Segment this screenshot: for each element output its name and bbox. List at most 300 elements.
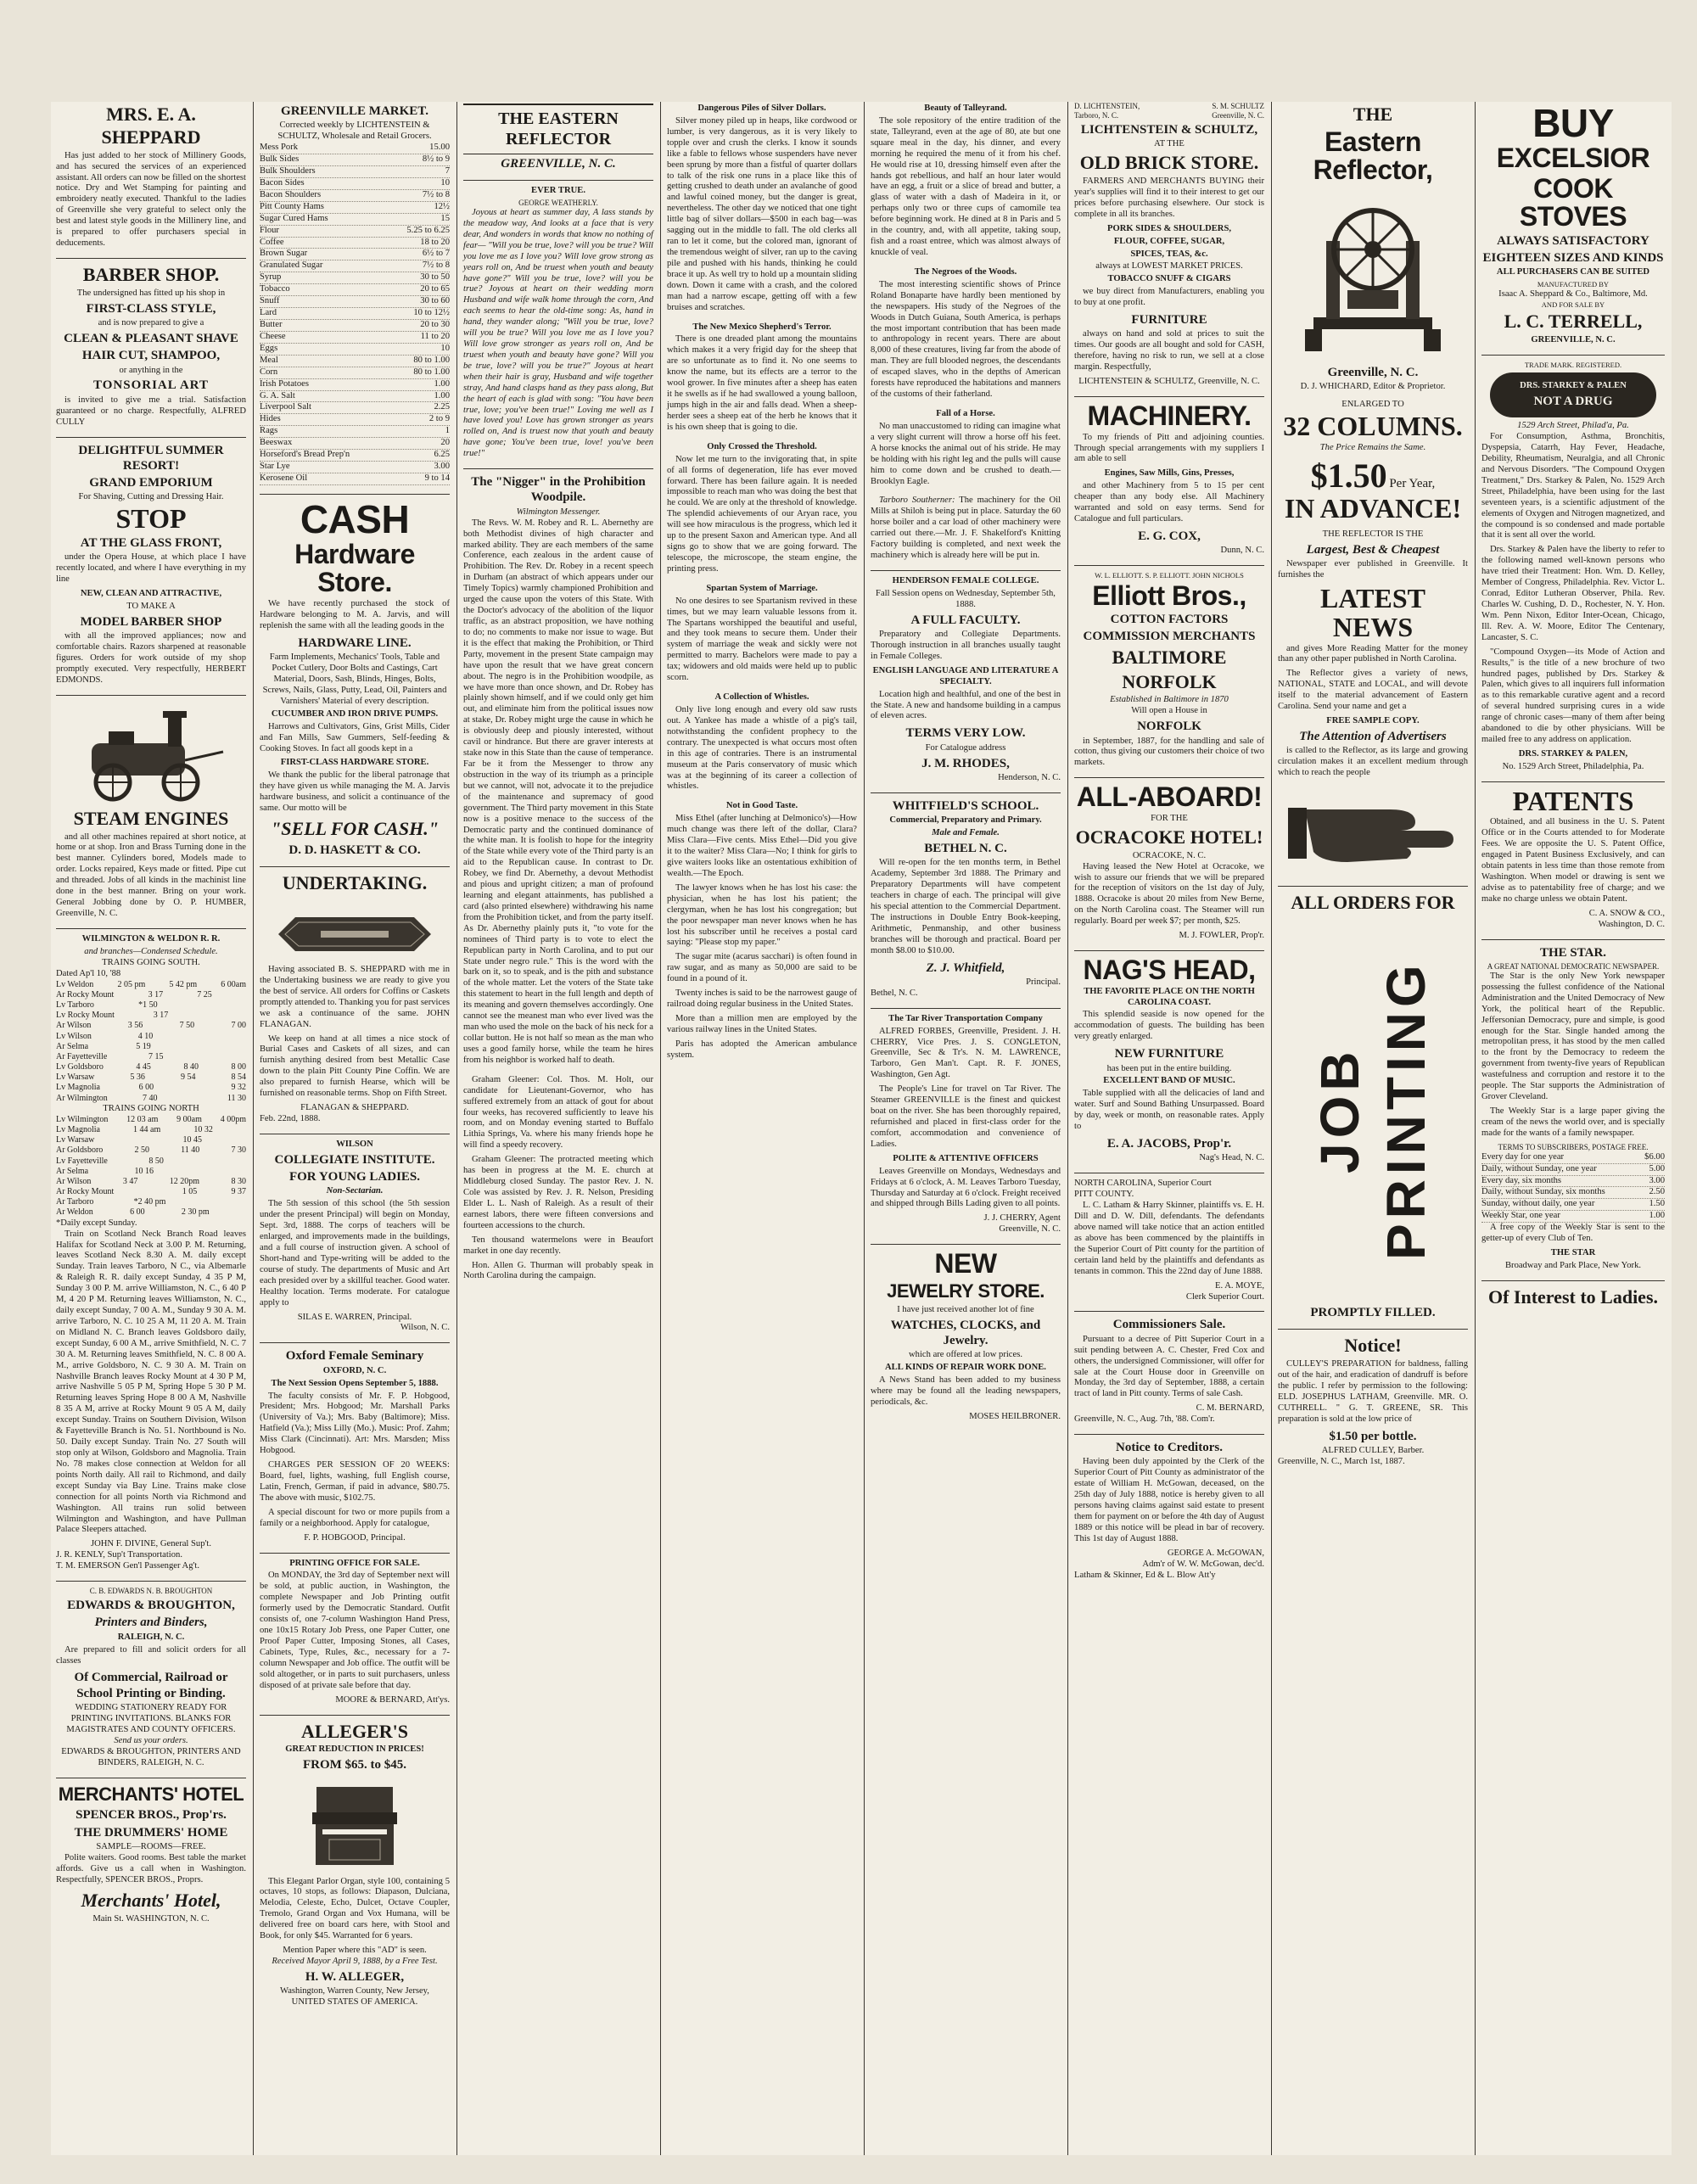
price-row-cell: Hides [260, 414, 281, 424]
heilbroner: MOSES HEILBRONER. [969, 1411, 1061, 1421]
ls-pork: PORK SIDES & SHOULDERS, [1107, 223, 1231, 233]
snow-loc: Washington, D. C. [1598, 919, 1665, 929]
machinery-body-2: and other Machinery from 5 to 15 per cent cheaper than any body else. All Machinery warranted and sold on easy terms. Send for Catalogue and full particulars. [1074, 481, 1264, 524]
rr-row [56, 1094, 246, 1104]
rr-row-cell: 4 10 [137, 1031, 154, 1041]
terrell-loc: GREENVILLE, N. C. [1531, 334, 1616, 344]
henderson-body-2: Location high and healthful, and one of the best in the State. A new and handsome building in a campus of eleven acres. [871, 689, 1061, 721]
price-list [260, 143, 450, 485]
reflector-title: Eastern Reflector, [1313, 126, 1433, 186]
price-row [260, 284, 450, 296]
new-title: NEW [934, 1248, 997, 1280]
rr-row-cell: 5 36 [130, 1072, 145, 1083]
rr-row [56, 1021, 246, 1031]
price-row-cell: Granulated Sugar [260, 260, 323, 271]
star-rate-row-cell: 3.00 [1649, 1175, 1665, 1185]
reflector-city: Greenville, N. C. [1327, 366, 1419, 380]
gleener-1: Graham Gleener: Col. Thos. M. Holt, our candidate for Lieutenant-Governor, who has suffered extremely from an attack of gout for about four weeks, has recovered sufficiently to leave his room, and on Monday evening started to Buffalo Lithia Springs, Va. where his many friends hope he will find a speedy recovery. [463, 1074, 653, 1151]
star-free: A free copy of the Weekly Star is sent to the getter-up of every Club of Ten. [1481, 1223, 1665, 1244]
price-row [260, 178, 450, 190]
star-rate-row-cell: $6.00 [1644, 1151, 1665, 1162]
moore: MOORE & BERNARD, Att'ys. [335, 1694, 450, 1705]
hotel-line-3: Merchants' Hotel, [81, 1889, 221, 1911]
price-row [260, 414, 450, 426]
rr-row-cell: 2 05 pm [117, 979, 146, 989]
star-rate-row-cell: Every day for one year [1481, 1151, 1565, 1162]
whistle-body: Only live long enough and every old saw rusts out. A Yankee has made a whistle of a pig's tail, notwithstanding the confident prophecy to the contrary. The unexpected is what occurs most often in this age of contraries. There is an instrumental museum at the Paris conservatory of music which was at the beginning of its career a collection of whistles. [667, 705, 857, 792]
whitfield-name: Z. J. Whitfield, [926, 960, 1005, 975]
nigger-body: The Revs. W. M. Robey and R. L. Abernethy are both Methodist divines of high character and marked ability. They are each members of the same Conference, each zealous in the ardent cause of Prohibition. The Rev. Dr. Robey in a recent speech in Durham (an abstract of which appears under our Timely Topics) warmly championed Prohibition and urged the cause upon the voters of this State. With the Doctor's advocacy of the abolition of the liquor traffic, as an abstract proposition, we have nothing to do; no comments to make nor issue to wage. But it is the effect that making the Prohibition, or Third Party, movement in the present State campaign may have upon the result that we have great concern about. The negro is in the Prohibition woodpile, as we have more than once shown, and Dr. Robey has plainly shown himself, and if we could only get him out, and eliminate him from the political issues now at stake, Dr. Robey might urge the cause in which he is obviously deep and piously interested, without cavil or hindrance. But there are graver interests at stake now in this State than the cause of temperance. Far be it from the Messenger to throw any obstruction in the way of its triumph as a principle but we cannot, will not, advocate it to the prejudice of the maintenance and supremacy of good government. The Third party movement in this State now is a positive menace to the success of the Democratic party and the continued dominance of the white man. It is foolish to hope for the integrity of the State while every vote of the Third party is an aid to the Republican cause. In contrast to Dr. Robey, we find Dr. Abernethy, a devout Methodist and pious and upright citizen; a man of profound learning and elegant attainments, has published a card (also printed elsewhere) withdrawing his name from the Prohibition ticket, and from the party itself. As Dr. Abernethy plainly puts it, "to vote for the nominees of Third party is to vote to elect the Republican party in North Carolina, and to put our State under negro rule." This is the word with the bark on it, so to speak, and is the pith and substance of the whole matter. Let the voters of the State take this statement to heart in the full length and depth of its meaning and govern themselves accordingly. One cannot see the meanest man who ever lived was the man who used the mole on the back of his neck for a collar button. He is not half so mean as the man who uses a good family horse, while the team he hires from his neighbor is worked half to death. [463, 518, 653, 1065]
rr-row-cell: 10 45 [182, 1135, 202, 1145]
first-body: We thank the public for the liberal patronage that they have given us while managing the M. A. Jarvis hardware business, and solicit a continuance of the same. Our motto will be [260, 770, 450, 814]
alleger-name: H. W. ALLEGER, [305, 1969, 405, 1984]
lawyer-body: The lawyer knows when he has lost his case: the physician, when he has lost his patient; the clergyman, when he has lost his congregation; but the poor newspaper man never knows when he has lost his subscriber until he receives a postal card saying: "Please stop my paper." [667, 882, 857, 948]
price-row [260, 154, 450, 166]
jacobs-loc: Nag's Head, N. C. [1199, 1153, 1264, 1163]
mcgowan: GEORGE A. McGOWAN, [1167, 1548, 1264, 1558]
price-row-cell: Liverpool Salt [260, 402, 311, 412]
notice-body: Having been duly appointed by the Clerk of the Superior Court of Pitt County as administrator of the estate of William H. McGowan, deceased, on the 25th day of July 1888, notice is hereby given to all persons having claims against said estate to present them for payment on or before the 4th day of August 1889 or this notice will be plead in bar of recovery. This 1st day of August 1888. [1074, 1457, 1264, 1543]
price-row [260, 473, 450, 485]
rr-row-cell: Ar Rocky Mount [56, 989, 115, 1000]
price-row-cell: Star Lye [260, 462, 290, 472]
notgood-title: Not in Good Taste. [725, 801, 798, 811]
price-row-cell: Bulk Sides [260, 154, 300, 165]
rr-row-cell: 1 05 [182, 1187, 198, 1197]
emporium-title: GRAND EMPORIUM [89, 476, 213, 490]
star-body-2: The Weekly Star is a large paper giving the cream of the news the world over, and is specially made for the wants of a family newspaper. [1481, 1106, 1665, 1138]
snow: C. A. SNOW & CO., [1588, 908, 1665, 918]
rr-row-cell: Lv Goldsboro [56, 1062, 104, 1072]
rr-row-cell: Ar Wilson [56, 1176, 92, 1186]
paris-body: Paris has adopted the American ambulance system. [667, 1039, 857, 1060]
price-row-cell: Tobacco [260, 284, 290, 294]
price-row-cell: Snuff [260, 296, 280, 306]
starkey-body-2: Drs. Starkey & Palen have the liberty to refer to the following named well-known persons who have tried their Treatment: Hon. Wm. D. Kelley, Member of Congress, Philadelphia. Rev. Victor L. Conrad, Editor Lutheran Observer, Phila. Rev. Charles W. Cushing, D. D., Rochester, N. Y. Hon. Wm. Penn Nixon, Editor Inter-Ocean, Chicago, Ill. Rev. A. W. Moore, Editor The Centenary, Lancaster, S. C. [1481, 545, 1665, 642]
price-row-cell: 80 to 1.00 [413, 355, 450, 365]
crossed-body: Now let me turn to the invigorating that, in spite of all forms of degeneration, life has ever moved forward. There has been failure again. It is needed impossible to reach man who was doing the best that he could. We are only at the threshold of knowledge. The splendid achievements of our Aryan race, you will see how miraculous is the progress, which led it up to the present Saxon and American type. And all signs go to show that we are going forward. The telescope, the microscope, the steam engine, the printing press. [667, 454, 857, 574]
furniture-title: FURNITURE [1131, 313, 1207, 328]
column-rule [253, 102, 254, 2155]
polite: POLITE & ATTENTIVE OFFICERS [893, 1153, 1039, 1163]
rr-row [56, 1072, 246, 1083]
rr-row-cell: 7 00 [231, 1021, 246, 1031]
sheppard-body: Has just added to her stock of Millinery Goods, and has secured the services of an experienced assistant. All orders can now be filled on the shortest notice. Dry and Wet Stamping for painting and embroidery neatly executed. Thankful to the ladies of Greenville she very grateful to select only the best and latest style goods in the Millinery line, and is prepared to offer purchasers special in deducements. [56, 150, 246, 249]
price-row [260, 308, 450, 320]
elliott-open: Will open a House in [1131, 706, 1207, 716]
rose-body: No man unaccustomed to riding can imagine what a very slight current will throw a horse off his feet. A horse knocks the animal out of his stride. He may be holding with his right leg and the pulls will cause him to come down and be crushed to death.—Brooklyn Eagle. [871, 421, 1061, 486]
price-row-cell: 7 [445, 165, 450, 176]
star-addr-2: Broadway and Park Place, New York. [1504, 1261, 1642, 1271]
price-row-cell: 3.00 [434, 462, 450, 472]
ls-name-right: S. M. SCHULTZ [1212, 102, 1264, 110]
machinery-title: MACHINERY. [1087, 400, 1252, 432]
rr-row-cell: *1 50 [138, 1000, 158, 1010]
star-rate-row [1481, 1211, 1665, 1223]
rr-row-cell: Ar Tarboro [56, 1197, 94, 1207]
advertisers: The Attention of Advertisers [1299, 729, 1447, 743]
price-row [260, 166, 450, 178]
rr-row-cell: 8 30 [231, 1176, 246, 1186]
columns: 32 COLUMNS. [1283, 411, 1463, 442]
star-rate-row [1481, 1164, 1665, 1176]
steam-engine-illustration [66, 701, 236, 803]
bernard-loc: Greenville, N. C., Aug. 7th, '88. Com'r. [1074, 1414, 1215, 1425]
negroes-title: The Negroes of the Woods. [914, 266, 1017, 277]
star-rate-row-cell: Daily, without Sunday, six months [1481, 1187, 1605, 1197]
all-orders: ALL ORDERS FOR [1291, 892, 1455, 914]
price-row-cell: Mess Pork [260, 143, 299, 153]
rr-row-cell: Lv Magnolia [56, 1124, 100, 1134]
cook: COOK STOVES [1519, 172, 1627, 232]
eb-line-1: Of Commercial, Railroad or School Printing or Binding. [74, 1671, 228, 1700]
aboard: ALL-ABOARD! [1076, 781, 1263, 813]
ls-at: AT THE [1154, 139, 1185, 149]
printing-press-illustration [1288, 190, 1458, 360]
barber-line-3: CLEAN & PLEASANT SHAVE [64, 331, 238, 345]
masthead: THE EASTERN REFLECTOR [463, 104, 653, 154]
ocracoke-title: OCRACOKE HOTEL! [1075, 826, 1263, 848]
price-row-cell: Coffee [260, 237, 284, 247]
warren: SILAS E. WARREN, Principal. [297, 1312, 412, 1322]
rr-row-cell: 7 25 [197, 989, 212, 1000]
rr-row-cell: *2 40 pm [133, 1197, 166, 1207]
price-row-cell: 5.25 to 6.25 [406, 225, 450, 235]
price-row-cell: 11 to 20 [420, 331, 450, 341]
barber-body: The undersigned has fitted up his shop in [76, 288, 226, 298]
price: $1.50 [1310, 456, 1387, 495]
rr-row-cell: Lv Warsaw [56, 1135, 95, 1145]
eb-line-2: WEDDING STATIONERY READY FOR PRINTING INVITATIONS. BLANKS FOR MAGISTRATES AND COUNTY OFFICERS. [66, 1703, 236, 1734]
price-row-cell: Eggs [260, 343, 278, 353]
poem-body: Joyous at heart as summer day, A lass stands by the meadow way, And looks at a face that is very dear, And wonders in words that know no nothing of fear— "Will you be true, love? will you be true? Will you love me as I love you? Will love grow strong as years roll on, And be truest when youth and beauty have gone?" Will you be true, love? will you be true? Joyous at heart on their wedding morn Husband and wife walk home through the corn, And each seems to hear the old-time song: As, hand in hand, they wander along; "Will you be true, love? will you be true? Will you love me as I love you? Will love grow stronger as years roll on, And be truest when youth and beauty have gone? Will you be true, love? will you be true?" Joyous at heart when their hair is gray, Husband and wife together stray, And hand clasps hand as they pass along, But the heart of each is glad with song: "You have been true, love; you've been true!" Loving me well as I have loved you! Love has grown stronger as years rolled on, And is truest now that youth and beauty have gone; You've been true, love! you've been true!" [463, 207, 653, 459]
to-make: TO MAKE A [126, 601, 176, 611]
price-row-cell: Beeswax [260, 438, 293, 448]
rr-daily: *Daily except Sunday. [56, 1218, 137, 1228]
price-row-cell: 10 to 12½ [413, 308, 450, 318]
price-row-cell: 6½ to 7 [422, 249, 450, 259]
star-rate-row-cell: 1.50 [1649, 1199, 1665, 1209]
rr-row-cell: 6 00 [138, 1083, 154, 1093]
rhodes-loc: Henderson, N. C. [998, 772, 1061, 782]
eb-line-3: Send us your orders. [114, 1735, 188, 1745]
henderson-eng: ENGLISH LANGUAGE AND LITERATURE A SPECIALTY. [872, 665, 1059, 686]
nm-body: There is one dreaded plant among the mountains which makes it a very frigid day for the sheep that are so unfortunate as to find it. No one seems to know the name, but its effects are a terror to the wool grower. In five minutes after a sheep has eaten it he swells as if he had swallowed a young balloon, jumps high in the air and falls dead. When a sheep-herder sees a sheep eat of the herb he knows that it is his own sheep that is going to die. [667, 334, 857, 432]
column-1 [51, 102, 251, 2155]
printing-title: PRINTING OFFICE FOR SALE. [289, 1558, 420, 1568]
jewelry-body: I have just received another lot of fine [897, 1304, 1034, 1314]
rr-row [56, 1000, 246, 1011]
court-county: PITT COUNTY. [1074, 1190, 1134, 1200]
ls-title: LICHTENSTEIN & SCHULTZ, [1080, 122, 1258, 137]
culley-price: $1.50 per bottle. [1329, 1429, 1417, 1443]
hardware-line: HARDWARE LINE. [298, 636, 412, 650]
price-row-cell: 7½ to 8 [422, 260, 450, 271]
price-row [260, 296, 450, 308]
price-row-cell: 18 to 20 [420, 237, 450, 247]
ls-loc-left: Tarboro, N. C. [1074, 110, 1119, 120]
tar-body: The People's Line for travel on Tar River. The Steamer GREENVILLE is the finest and quickest boat on the river. She has been thoroughly repaired, refurnished and placed in first-class order for the comfort, accommodation and convenience of Ladies. [871, 1084, 1061, 1149]
rr-title: WILMINGTON & WELDON R. R. [81, 933, 221, 944]
glass-title: AT THE GLASS FRONT, [80, 535, 222, 550]
rr-row-cell: 4 00pm [220, 1114, 246, 1124]
cherry: J. J. CHERRY, Agent [983, 1213, 1061, 1224]
rr-row-cell: Ar Goldsboro [56, 1145, 104, 1156]
rr-row-cell: 8 50 [148, 1156, 164, 1166]
rr-row-cell: 9 00am [176, 1114, 202, 1124]
culley-sig: ALFRED CULLEY, Barber. [1321, 1445, 1425, 1455]
nags-body-2: has been put in the entire building. [1106, 1063, 1232, 1073]
buy: BUY [1532, 102, 1614, 145]
price-row-cell: 2.25 [434, 402, 450, 412]
starkey-logo-name: DRS. STARKEY & PALEN [1520, 381, 1627, 391]
undertaking-title: UNDERTAKING. [282, 872, 428, 894]
rr-row-cell: Ar Selma [56, 1166, 89, 1176]
non-sect: Non-Sectarian. [326, 1186, 384, 1196]
whitfield-sub-2: Male and Female. [932, 828, 1000, 838]
ls-lowest: always at LOWEST MARKET PRICES. [1095, 261, 1243, 272]
price-row [260, 214, 450, 226]
whichard: D. J. WHICHARD, Editor & Proprietor. [1300, 382, 1446, 392]
rr-north-table [56, 1115, 246, 1218]
rr-row [56, 1145, 246, 1156]
danger-body: Silver money piled up in heaps, like cordwood or lumber, is very dangerous, as it is very likely to topple over and crush the clerks. I know it sounds like a fable to fellows whose suspenders have never been sprung by more than a fistful of quarter dollars to talk of the risk one runs in a place like this of getting crushed to death under an avalanche of good and lawful coined money, but the danger is great, nevertheless. The other day we noticed that one tight little bag of silver dollars—$500 in each bag—was sagging out in the middle to fall. The old clerks all ran to let it come, but the colored man, ignorant of the tremendous weight of silver, ran up to the caving pile and pushed with his hands, thinking he could brace it up. As well try to hold up a mountain sliding down. Down it came with a crash, and the colored man had a narrow escape, getting off with a few bruises and scratches. [667, 115, 857, 312]
rr-row-cell: Lv Wilmington [56, 1114, 109, 1124]
cucumber-body: Harrows and Cultivators, Gins, Grist Mills, Cider and Fan Mills, Saw Gummers, Self-feeding & Cooking Stoves. In fact all goods kept in a [260, 721, 450, 753]
rr-gen-supt: JOHN F. DIVINE, General Sup't. [91, 1539, 211, 1549]
star-rate-row-cell: Weekly Star, one year [1481, 1211, 1560, 1221]
star-sub: A GREAT NATIONAL DEMOCRATIC NEWSPAPER. [1487, 961, 1660, 971]
eb-sub: Printers and Binders, [94, 1616, 208, 1630]
rr-row-cell: 11 40 [181, 1145, 200, 1156]
advance: IN ADVANCE! [1284, 492, 1462, 524]
stop-title: STOP [115, 503, 187, 535]
price-row-cell: Bacon Sides [260, 177, 305, 188]
promptly: PROMPTLY FILLED. [1310, 1305, 1436, 1319]
largest-2: Largest, Best & Cheapest [1306, 543, 1440, 557]
fowler: M. J. FOWLER, Prop'r. [1179, 931, 1264, 941]
jewelry-body-2: which are offered at low prices. [909, 1350, 1022, 1360]
price-row-cell: Butter [260, 319, 283, 329]
price-row [260, 356, 450, 367]
alleger-mention: Mention Paper where this "AD" is seen. [283, 1946, 427, 1956]
whitfield-body: Will re-open for the ten months term, in Bethel Academy, September 3rd 1888. The Primary and Preparatory Departments will have competent teachers in charge of each. The principal will give his special attention to the Commercial Department. The instructions in Double Entry Book-keeping, Arithmetic, Penmanship, and other business branches will be thorough and practical. Board per month $8.00 to $10.00. [871, 858, 1061, 955]
oxford-title: Oxford Female Seminary [285, 1349, 424, 1364]
new-clean: NEW, CLEAN AND ATTRACTIVE, [80, 588, 222, 598]
model-barber: MODEL BARBER SHOP [80, 614, 222, 629]
price-row [260, 450, 450, 462]
model-body: with all the improved appliances; now and comfortable chairs. Razors sharpened at reasonable figures. Orders for work outside of my shop promptly executed. Very respectfully, HERBERT EDMONDS. [56, 631, 246, 685]
tar-officers: ALFRED FORBES, Greenville, President. J. H. CHERRY, Vice Pres. J. S. CONGLETON, Greenville, Sec & Tr's. N. M. LAWRENCE, Tarboro, Gen Man't. Capt. R. F. JONES, Washington, Gen Agt. [871, 1026, 1061, 1080]
rr-body: Train on Scotland Neck Branch Road leaves Halifax for Scotland Neck at 3.00 P. M. Returning, leaves Scotland Neck 8.30 A. M. daily except Sunday. Train leaves Tarboro, N C., via Albemarle & Raleigh R. R. daily except Sunday, 4 35 P M, Sunday 3 00 P. M. arrive Williamston, N. C., 6 40 P M, 4 20 P M. Returning leaves Williamston, N. C., daily except Sunday, 7 00 A. M., Sunday 9 30 A. M. arrive Tarboro, N. C. 10 25 A M, 11 20 A. M. Train on Midland N. C. Branch leaves Goldsboro daily, except Sunday, 6 00 A M., arrive Smithfield, N. C. 7 30 A. M. Returning leaves Smithfield, N. C. 8 00 A. M., arrive Goldsboro, N. C. 9 30 A. M. Train on Nashville Branch leaves Rocky Mount at 4 30 P M, arrive Nashville 5 05 P M, Spring Hope 5 30 P M. Returning leaves Spring Hope 8 00 A M, Nashville 8 35 A M, arrive at Rocky Mount 9 05 A M, daily except Sunday. Trains on Southern Division, Wilson & Fayetteville Branch is No. 51. Northbound is No. 50. Daily except Sunday. Train No. 27 South will stop only at Wilson, Goldsboro and Magnolia. Train No. 78 makes close connection at Weldon for all points North daily. All rail to Richmond, and daily except Sunday via Bay Line. Trains make close connection for all points North via Richmond and Washington. All trains run solid between Wilmington and Washington, and have Pullman Palace Sleepers attached. [56, 1229, 246, 1535]
starkey-sig: DRS. STARKEY & PALEN, [1518, 749, 1628, 759]
oxford-charges: CHARGES PER SESSION OF 20 WEEKS: Board, fuel, lights, washing, full English course, Latin, French, German, if paid in advance, $80.75. The above with music, $102.75. [260, 1460, 450, 1503]
price-row [260, 226, 450, 238]
culley-date: Greenville, N. C., March 1st, 1887. [1278, 1456, 1405, 1466]
spartan-body: No one desires to see Spartanism revived in these times, but we may learn valuable lessons from it. The Spartans worshipped the beautiful and useful, and they took means to secure them. Under their system of marriage the weak and sickly were not permitted to marry. Bachelors were made to pay a tax; widowers and old maids were held up to public scorn. [667, 596, 857, 683]
price-row [260, 249, 450, 260]
rr-row-cell: 5 19 [136, 1041, 151, 1051]
the: THE [1353, 104, 1393, 125]
alleger-from: FROM $65. to $45. [302, 1758, 407, 1772]
elliott-body: in September, 1887, for the handling and sale of cotton, thus giving our customers their choice of two markets. [1074, 736, 1264, 768]
column-8 [1476, 102, 1670, 2155]
market-sub: Corrected weekly by LICHTENSTEIN & SCHULTZ, Wholesale and Retail Grocers. [277, 120, 432, 142]
culley-notice-title: Notice! [1344, 1335, 1402, 1357]
rr-row [56, 1032, 246, 1042]
eighteen: EIGHTEEN SIZES AND KINDS [1482, 251, 1664, 266]
barber-line-5: or anything in the [119, 365, 183, 375]
oxford-body-2: A special discount for two or more pupils from a family or a neighborhood. Apply for catalogue, [260, 1507, 450, 1528]
rr-row-cell: Lv Fayetteville [56, 1156, 108, 1166]
moye-role: Clerk Superior Court. [1185, 1291, 1264, 1302]
excelsior: EXCELSIOR [1496, 143, 1650, 173]
rr-row-cell: 7 40 [142, 1093, 158, 1103]
nigger-title: The "Nigger" in the Prohibition Woodpile. [471, 475, 646, 505]
cotton: COTTON FACTORS [1110, 613, 1229, 627]
ls-tobacco: TOBACCO SNUFF & CIGARS [1107, 274, 1231, 284]
baltimore: BALTIMORE [1112, 646, 1227, 668]
all-purchasers: ALL PURCHASERS CAN BE SUITED [1496, 267, 1650, 277]
star-rate-row [1481, 1176, 1665, 1188]
rr-row [56, 1135, 246, 1145]
rr-row-cell: Lv Wilson [56, 1031, 92, 1041]
eb-body: Are prepared to fill and solicit orders for all classes [56, 1644, 246, 1666]
price-row-cell: Irish Potatoes [260, 378, 309, 389]
alleger-recd: Received Mayor April 9, 1888, by a Free Test. [272, 1957, 438, 1966]
price-row-cell: 20 to 65 [420, 284, 450, 294]
price-row [260, 332, 450, 344]
price-row-cell: Kerosene Oil [260, 473, 308, 483]
nm-title: The New Mexico Shepherd's Terror. [692, 322, 832, 332]
poem-title: EVER TRUE. [531, 186, 585, 196]
sheppard-title: MRS. E. A. SHEPPARD [101, 104, 201, 148]
nags-title: NAG'S HEAD, [1083, 955, 1256, 986]
rr-row-cell: 7 30 [231, 1145, 246, 1156]
nigger-src: Wilmington Messenger. [516, 507, 601, 517]
engines: Engines, Saw Mills, Gins, Presses, [1104, 468, 1235, 479]
price-row-cell: 6.25 [434, 450, 450, 460]
new-furniture: NEW FURNITURE [1114, 1047, 1224, 1061]
rr-row-cell: Ar Wilmington [56, 1093, 108, 1103]
henderson-body: Preparatory and Collegiate Departments. Thorough instruction in all branches usually taught in Female Colleges. [871, 630, 1061, 661]
poem-author: GEORGE WEATHERLY. [518, 199, 598, 207]
henderson-open: Fall Session opens on Wednesday, September 5th, 1888. [876, 588, 1056, 609]
column-rule [456, 102, 457, 2155]
rr-row-cell: Ar Weldon [56, 1207, 93, 1218]
price-row [260, 391, 450, 403]
jacobs: E. A. JACOBS, Prop'r. [1106, 1137, 1232, 1151]
band: EXCELLENT BAND OF MUSIC. [1103, 1076, 1235, 1086]
steam-body: and all other machines repaired at short notice, at home or at shop. Iron and Brass Turning done in the best manner. Cylinders bored, Models made to order. Locks repaired, Keys made or fitted. Pipe cut and threaded. Jobs of all kinds in the machinist line done in the best manner. Bring on your work. General Jobbing done by O. P. HUMBER, Greenville, N. C. [56, 832, 246, 918]
rr-row-cell: 3 17 [148, 989, 164, 1000]
alleger-sub: GREAT REDUCTION IN PRICES! [285, 1744, 424, 1755]
wilson-body: The 5th session of this school (the 5th session under the present Principal) will begin on Monday, Sept. 3rd, 1888. The corps of teachers will be enlarged, and improvements made in the buildings, and a full course of instruction given. A school of Short-hand and Type-writing will be added to the course of study. The departments of Music and Art each presided over by a skillful teacher. Good water. Healthy location. Terms moderate. For catalogue apply to [260, 1199, 450, 1308]
rr-row-cell: 9 54 [180, 1072, 196, 1083]
elliott-names: W. L. ELLIOTT. S. P. ELLIOTT. JOHN NICHOLS [1095, 571, 1244, 580]
rr-row [56, 1042, 246, 1052]
price-row [260, 367, 450, 379]
job-printing: JOB PRINTING [1308, 959, 1437, 1260]
hardware-title: Hardware Store. [294, 538, 415, 598]
column-6 [1069, 102, 1269, 2155]
rr-row-cell: Lv Magnolia [56, 1083, 100, 1093]
price-row [260, 320, 450, 332]
price-row-cell: G. A. Salt [260, 390, 295, 400]
organ-illustration [304, 1778, 406, 1872]
ls-spices: SPICES, TEAS, &c. [1130, 249, 1208, 259]
henderson-terms: TERMS VERY LOW. [905, 726, 1026, 741]
price-row-cell: 1.00 [434, 390, 450, 400]
watches: WATCHES, CLOCKS, and Jewelry. [890, 1318, 1041, 1347]
tar-body-2: Leaves Greenville on Mondays, Wednesdays and Fridays at 6 o'clock, A. M. Leaves Tarboro Tuesday, Thursday and Saturday at 6 o'clock. Freight received and shipped through Bills Lading given to all points. [871, 1166, 1061, 1209]
price-row-cell: Corn [260, 367, 278, 377]
price-row-cell: 10 [440, 343, 450, 353]
rr-row-cell: 4 45 [136, 1062, 151, 1072]
price-row [260, 379, 450, 391]
jewelry-title: JEWELRY STORE. [887, 1280, 1045, 1302]
barber-line-4: HAIR CUT, SHAMPOO, [81, 349, 221, 363]
crossed-title: Only Crossed the Threshold. [707, 441, 817, 451]
rr-row-cell: 6 00 [130, 1207, 145, 1218]
starkey-addr-2: No. 1529 Arch Street, Philadelphia, Pa. [1502, 761, 1644, 771]
resort-title: DELIGHTFUL SUMMER RESORT! [78, 443, 224, 473]
elliott-title: Elliott Bros., [1092, 580, 1246, 611]
under-body-2: We keep on hand at all times a nice stock of Burial Cases and Caskets of all sizes, and can furnish anything desired from best Metallic Case down to the plain Pitt County Pine Coffin. We are also prepared to furnish Hearse, which will be furnished on reasonable terms. Shop on Fifth Street. [260, 1033, 450, 1099]
oxford-opens: The Next Session Opens September 5, 1888. [271, 1378, 439, 1388]
culley-body: CULLEY'S PREPARATION for baldness, falling out of the hair, and eradication of dandruff is before the public. I refer by permission to the following: ELD. JOSEPHUS LATHAM, Greenville. MR. O. CUTHRELL. " G. T. GREENE, SR. This preparation is sold at the low price of [1278, 1358, 1468, 1424]
price-row-cell: 9 to 14 [424, 473, 450, 483]
starkey-body-3: "Compound Oxygen—its Mode of Action and Results," is the title of a new brochure of two hundred pages, published by Drs. Starkey & Palen, which gives to all inquirers full information as to this remarkable curative agent and a record of several hundred surprising cures in a wide range of chronic cases—many of them after being abandoned to die by other physicians. Will be mailed free to any address on application. [1481, 647, 1665, 745]
price-row-cell: Cheese [260, 331, 286, 341]
rr-row-cell: 12 20pm [169, 1176, 200, 1186]
ls-name-left: D. LICHTENSTEIN, [1074, 102, 1140, 110]
sample: FREE SAMPLE COPY. [1326, 716, 1420, 726]
court-body: L. C. Latham & Harry Skinner, plaintiffs vs. E. H. Dill and D. W. Dill, defendants. The defendants above named will take notice that an action entitled as above has been commenced by the plaintiffs in the Superior Court of Pitt county for the partition of certain land held by the plaintiffs and defendants as tenants in common. This the 22nd day of June 1888. [1074, 1201, 1264, 1276]
cox-loc: Dunn, N. C. [1220, 546, 1264, 556]
latest: LATEST NEWS [1320, 583, 1425, 642]
rr-row-cell: Lv Tarboro [56, 1000, 94, 1010]
inches-body: Twenty inches is said to be the narrowest gauge of railroad doing regular business in the United States. [667, 988, 857, 1010]
star-rate-row [1481, 1187, 1665, 1199]
furniture-body: always on hand and sold at prices to suit the times. Our goods are all bought and sold for CASH, therefore, having no risk to run, we sell at a close margin. Respectfully, [1074, 329, 1264, 372]
price-row-cell: 1.00 [434, 378, 450, 389]
star-rate-row-cell: 2.50 [1649, 1187, 1665, 1197]
price-row-cell: 7½ to 8 [422, 189, 450, 199]
masthead-city: GREENVILLE, N. C. [501, 156, 616, 171]
wilson-title: WILSON [336, 1139, 373, 1149]
eb-title: EDWARDS & BROUGHTON, [67, 1599, 235, 1613]
flanagan: FLANAGAN & SHEPPARD. [300, 1103, 409, 1113]
hotel-line-4: Main St. WASHINGTON, N. C. [92, 1913, 210, 1924]
rr-row-cell: Ar Selma [56, 1041, 89, 1051]
price-row-cell: 15 [440, 213, 450, 223]
rr-row [56, 1177, 246, 1187]
alleger-body: This Elegant Parlor Organ, style 100, containing 5 octaves, 10 stops, as follows: Diapason, Dulciana, Melodia, Celeste, Echo, Dulcet, Octave Coupler, Tremolo, Grand Organ and Vox Humana, will be delivered free on board cars here, with Stool and Book, for only $45. Warranted for 6 years. [260, 1876, 450, 1941]
starkey-logo [1490, 372, 1656, 417]
eb-sig: EDWARDS & BROUGHTON, PRINTERS AND BINDERS, RALEIGH, N. C. [61, 1746, 241, 1767]
machinery-body: To my friends of Pitt and adjoining counties. Through special arrangements with my suppliers I am able to sell [1074, 432, 1264, 464]
price-row-cell: Lard [260, 308, 277, 318]
starkey-addr: 1529 Arch Street, Philad'a, Pa. [1517, 421, 1629, 431]
mfd: MANUFACTURED BY [1537, 280, 1610, 289]
haskett: D. D. HASKETT & CO. [288, 843, 421, 857]
price-row-cell: 8½ to 9 [422, 154, 450, 165]
price-remains: The Price Remains the Same. [1319, 442, 1426, 452]
whitfield-loc-2: Bethel, N. C. [871, 988, 918, 998]
warren-loc: Wilson, N. C. [400, 1323, 450, 1333]
barber-line-1: FIRST-CLASS STYLE, [86, 301, 216, 316]
